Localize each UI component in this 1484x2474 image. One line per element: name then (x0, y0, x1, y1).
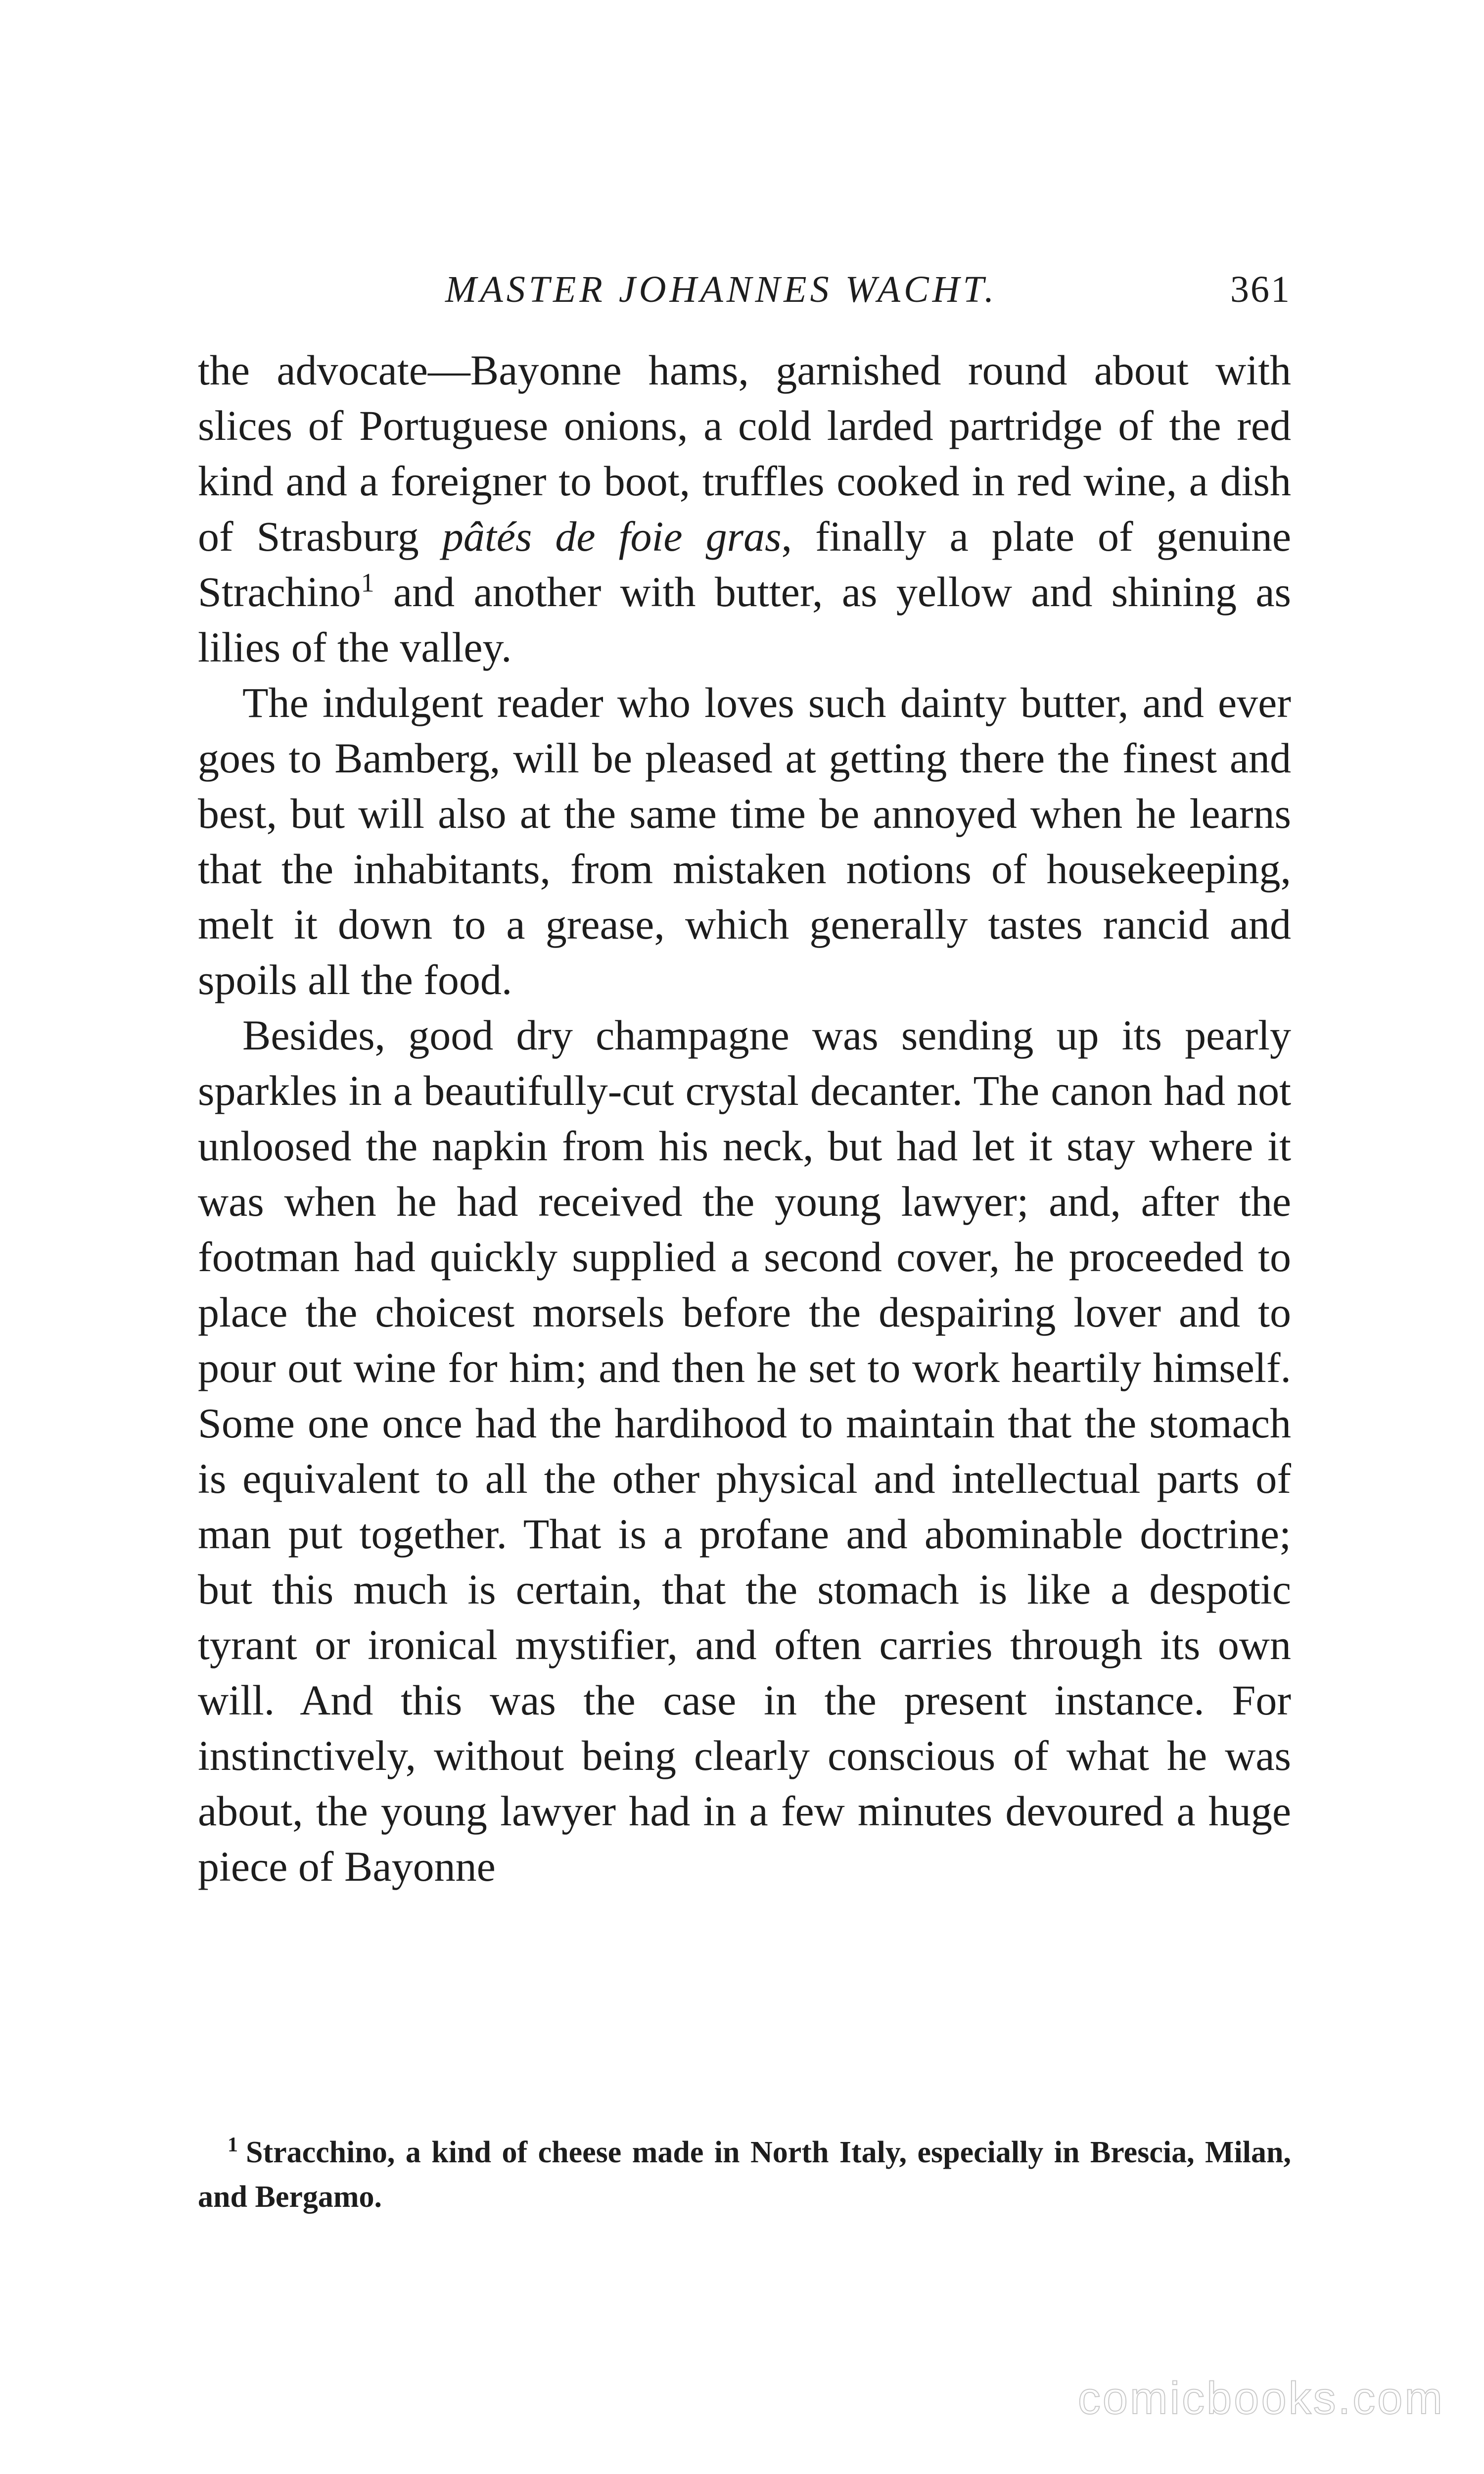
paragraph-1-text-middle: , finally a plate of genuine Strachino (198, 513, 1291, 616)
paragraph-1-text-after: and another with butter, as yellow and shining as lilies of the valley. (198, 568, 1291, 671)
footnote-mark: 1 (228, 2134, 238, 2157)
paragraph-2: The indulgent reader who loves such dainty butter, and ever goes to Bamberg, will be pleased at getting there the finest and best, but will also at the same time be annoyed when he learns that the inhabitants, from mistaken notions of housekeeping, melt it down to a grease, which generally tastes rancid and spoils all the food. (198, 679, 1291, 1003)
footnote-reference: 1 (361, 568, 374, 598)
paragraph-1 (198, 342, 1291, 675)
footnote-text: Stracchino, a kind of cheese made in North Italy, especially in Brescia, Milan, and Bergamo. (198, 2136, 1291, 2214)
italic-phrase: pâtés de foie gras (442, 513, 782, 560)
paragraph-1-text-before: the advocate—Bayonne hams, garnished round about with slices of Portuguese onions, a cold larded partridge of the red kind and a foreigner to boot, truffles cooked in red wine, a dish of Strasburg (198, 346, 1291, 560)
body-text (198, 342, 1291, 1894)
footnote (198, 2130, 1291, 2219)
watermark: comicbooks.com (1077, 2373, 1444, 2424)
paragraph-3: Besides, good dry champagne was sending up its pearly sparkles in a beautifully-cut crystal decanter. The canon had not unloosed the napkin from his neck, but had let it stay where it was when he had received the young lawyer; and, after the footman had quickly supplied a second cover, he proceeded to place the choicest morsels before the despairing lover and to pour out wine for him; and then he set to work heartily himself. Some one once had the hardihood to maintain that the stomach is equivalent to all the other physical and intellectual parts of man put together. That is a profane and abominable doctrine; but this much is certain, that the stomach is like a despotic tyrant or ironical mystifier, and often carries through its own will. And this was the case in the present instance. For instinctively, without being clearly conscious of what he was about, the young lawyer had in a few minutes devoured a huge piece of Bayonne (198, 1011, 1291, 1890)
page-number: 361 (1230, 269, 1291, 310)
running-title: MASTER JOHANNES WACHT. (445, 269, 998, 310)
